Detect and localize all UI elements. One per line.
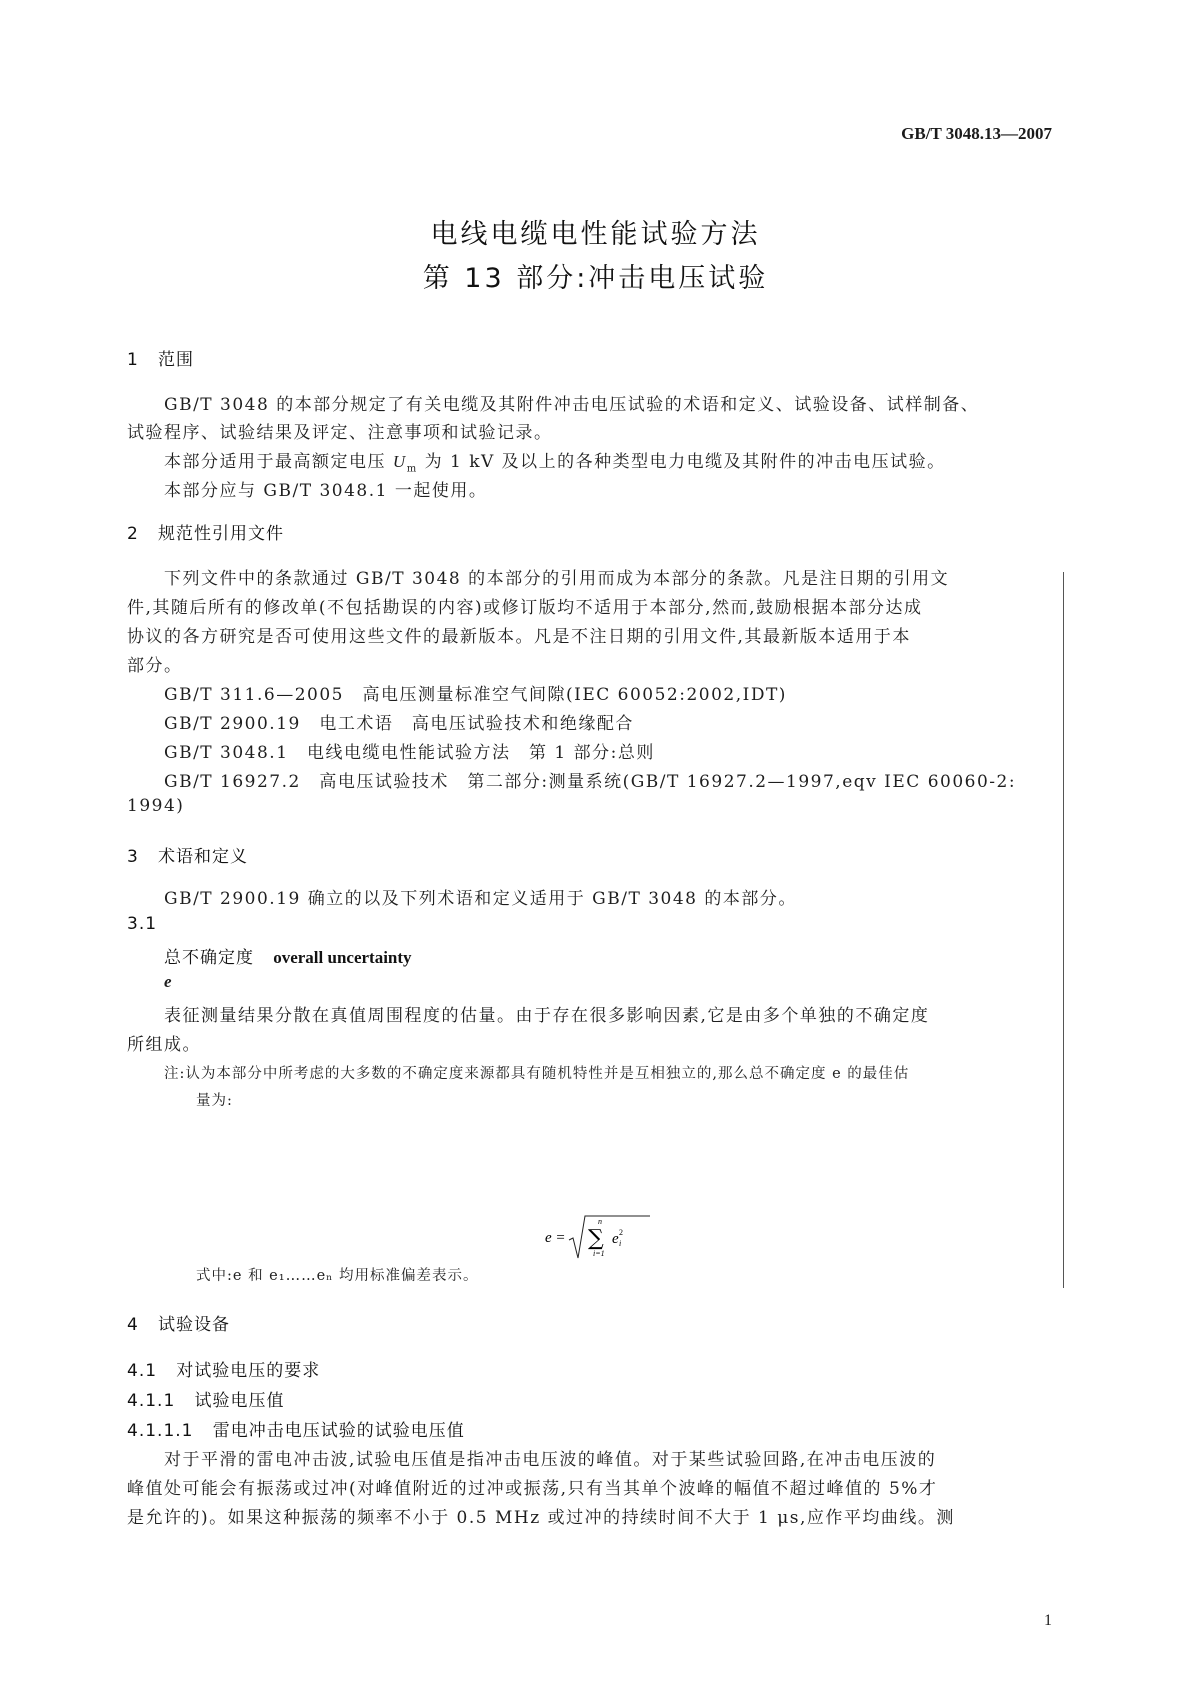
formula-lhs: e = bbox=[545, 1230, 566, 1246]
section-number: 4.1 bbox=[127, 1361, 158, 1381]
title-line-2: 第 13 部分:冲击电压试验 bbox=[422, 263, 769, 294]
formula-subscript: i bbox=[619, 1239, 622, 1248]
section-title: 雷电冲击电压试验的试验电压值 bbox=[212, 1421, 465, 1441]
note-line: 量为: bbox=[196, 1093, 233, 1109]
paragraph-line: GB/T 3048 的本部分规定了有关电缆及其附件冲击电压试验的术语和定义、试验设备、试样制备、 bbox=[164, 395, 980, 415]
section-number: 3 bbox=[127, 847, 139, 867]
section-4-heading bbox=[127, 1310, 230, 1335]
section-1-heading bbox=[127, 345, 194, 370]
standard-number: GB/T 3048.13—2007 bbox=[901, 124, 1052, 143]
reference-item: GB/T 3048.1 电线电缆电性能试验方法 第 1 部分:总则 bbox=[164, 743, 655, 763]
section-title: 试验电压值 bbox=[194, 1391, 285, 1411]
paragraph-line: 峰值处可能会有振荡或过冲(对峰值附近的过冲或振荡,只有当其单个波峰的幅值不超过峰值的 5%才 bbox=[127, 1479, 938, 1499]
term-symbol: e bbox=[164, 972, 174, 991]
reference-item-continued: 1994) bbox=[127, 796, 185, 816]
term-entry bbox=[164, 943, 412, 968]
section-number: 4 bbox=[127, 1315, 139, 1335]
margin-change-bar bbox=[1063, 572, 1064, 1288]
section-number: 4.1.1.1 bbox=[127, 1421, 194, 1441]
paragraph-line bbox=[164, 447, 946, 474]
note-line: 注:认为本部分中所考虑的大多数的不确定度来源都具有随机特性并是互相独立的,那么总不确定度 e 的最佳估 bbox=[164, 1066, 910, 1082]
paragraph-line: 件,其随后所有的修改单(不包括勘误的内容)或修订版均不适用于本部分,然而,鼓励根据本部分达成 bbox=[127, 598, 923, 618]
subsection-4-1-heading bbox=[127, 1356, 320, 1381]
paragraph-line: 本部分应与 GB/T 3048.1 一起使用。 bbox=[164, 481, 488, 501]
formula-term: e bbox=[612, 1231, 619, 1247]
paragraph-line: 协议的各方研究是否可使用这些文件的最新版本。凡是不注日期的引用文件,其最新版本适用于本 bbox=[127, 627, 911, 647]
formula-superscript: 2 bbox=[619, 1228, 623, 1237]
subsection-4-1-1-heading bbox=[127, 1386, 284, 1411]
section-number: 4.1.1 bbox=[127, 1391, 176, 1411]
reference-item: GB/T 16927.2 高电压试验技术 第二部分:测量系统(GB/T 16927.2—1997,eqv IEC 60060-2: bbox=[164, 772, 1017, 792]
paragraph-line: 是允许的)。如果这种振荡的频率不小于 0.5 MHz 或过冲的持续时间不大于 1 μs,应作平均曲线。测 bbox=[127, 1508, 955, 1528]
section-number: 1 bbox=[127, 350, 139, 370]
paragraph-line: 部分。 bbox=[127, 656, 183, 676]
paragraph-line: 试验程序、试验结果及评定、注意事项和试验记录。 bbox=[127, 423, 553, 443]
title-line-1: 电线电缆电性能试验方法 bbox=[430, 219, 761, 250]
subsection-4-1-1-1-heading bbox=[127, 1416, 465, 1441]
section-title: 范围 bbox=[158, 350, 195, 370]
formula-explanation: 式中:e 和 e₁……eₙ 均用标准偏差表示。 bbox=[196, 1268, 479, 1284]
subscript-m: m bbox=[406, 463, 418, 475]
definition-line: 表征测量结果分散在真值周围程度的估量。由于存在很多影响因素,它是由多个单独的不确定度 bbox=[164, 1006, 930, 1026]
text-run: 本部分适用于最高额定电压 bbox=[164, 452, 386, 472]
reference-item: GB/T 2900.19 电工术语 高电压试验技术和绝缘配合 bbox=[164, 714, 634, 734]
term-chinese: 总不确定度 bbox=[164, 948, 254, 968]
paragraph-line: GB/T 2900.19 确立的以及下列术语和定义适用于 GB/T 3048 的本部分。 bbox=[164, 889, 797, 909]
section-number: 2 bbox=[127, 524, 139, 544]
definition-line: 所组成。 bbox=[127, 1035, 201, 1055]
sum-lower-limit: i=1 bbox=[593, 1249, 605, 1258]
term-english: overall uncertainty bbox=[273, 948, 412, 967]
paragraph-line: 下列文件中的条款通过 GB/T 3048 的本部分的引用而成为本部分的条款。凡是注日期的引用文 bbox=[164, 569, 950, 589]
section-title: 对试验电压的要求 bbox=[176, 1361, 321, 1381]
subsection-number: 3.1 bbox=[127, 914, 158, 934]
section-title: 规范性引用文件 bbox=[158, 524, 285, 544]
sum-upper-limit: n bbox=[598, 1217, 602, 1226]
section-2-heading bbox=[127, 519, 284, 544]
paragraph-line: 对于平滑的雷电冲击波,试验电压值是指冲击电压波的峰值。对于某些试验回路,在冲击电压波的 bbox=[164, 1450, 937, 1470]
text-run: 为 1 kV 及以上的各种类型电力电缆及其附件的冲击电压试验。 bbox=[417, 452, 946, 472]
page-number: 1 bbox=[1044, 1612, 1052, 1629]
uncertainty-formula bbox=[545, 1212, 655, 1262]
sigma-symbol: ∑ bbox=[588, 1226, 604, 1251]
radical-sign bbox=[569, 1216, 650, 1258]
variable-u: U bbox=[392, 452, 407, 471]
section-title: 试验设备 bbox=[158, 1315, 231, 1335]
section-title: 术语和定义 bbox=[158, 847, 249, 867]
reference-item: GB/T 311.6—2005 高电压测量标准空气间隙(IEC 60052:2002,IDT) bbox=[164, 685, 787, 705]
section-3-heading bbox=[127, 842, 248, 867]
